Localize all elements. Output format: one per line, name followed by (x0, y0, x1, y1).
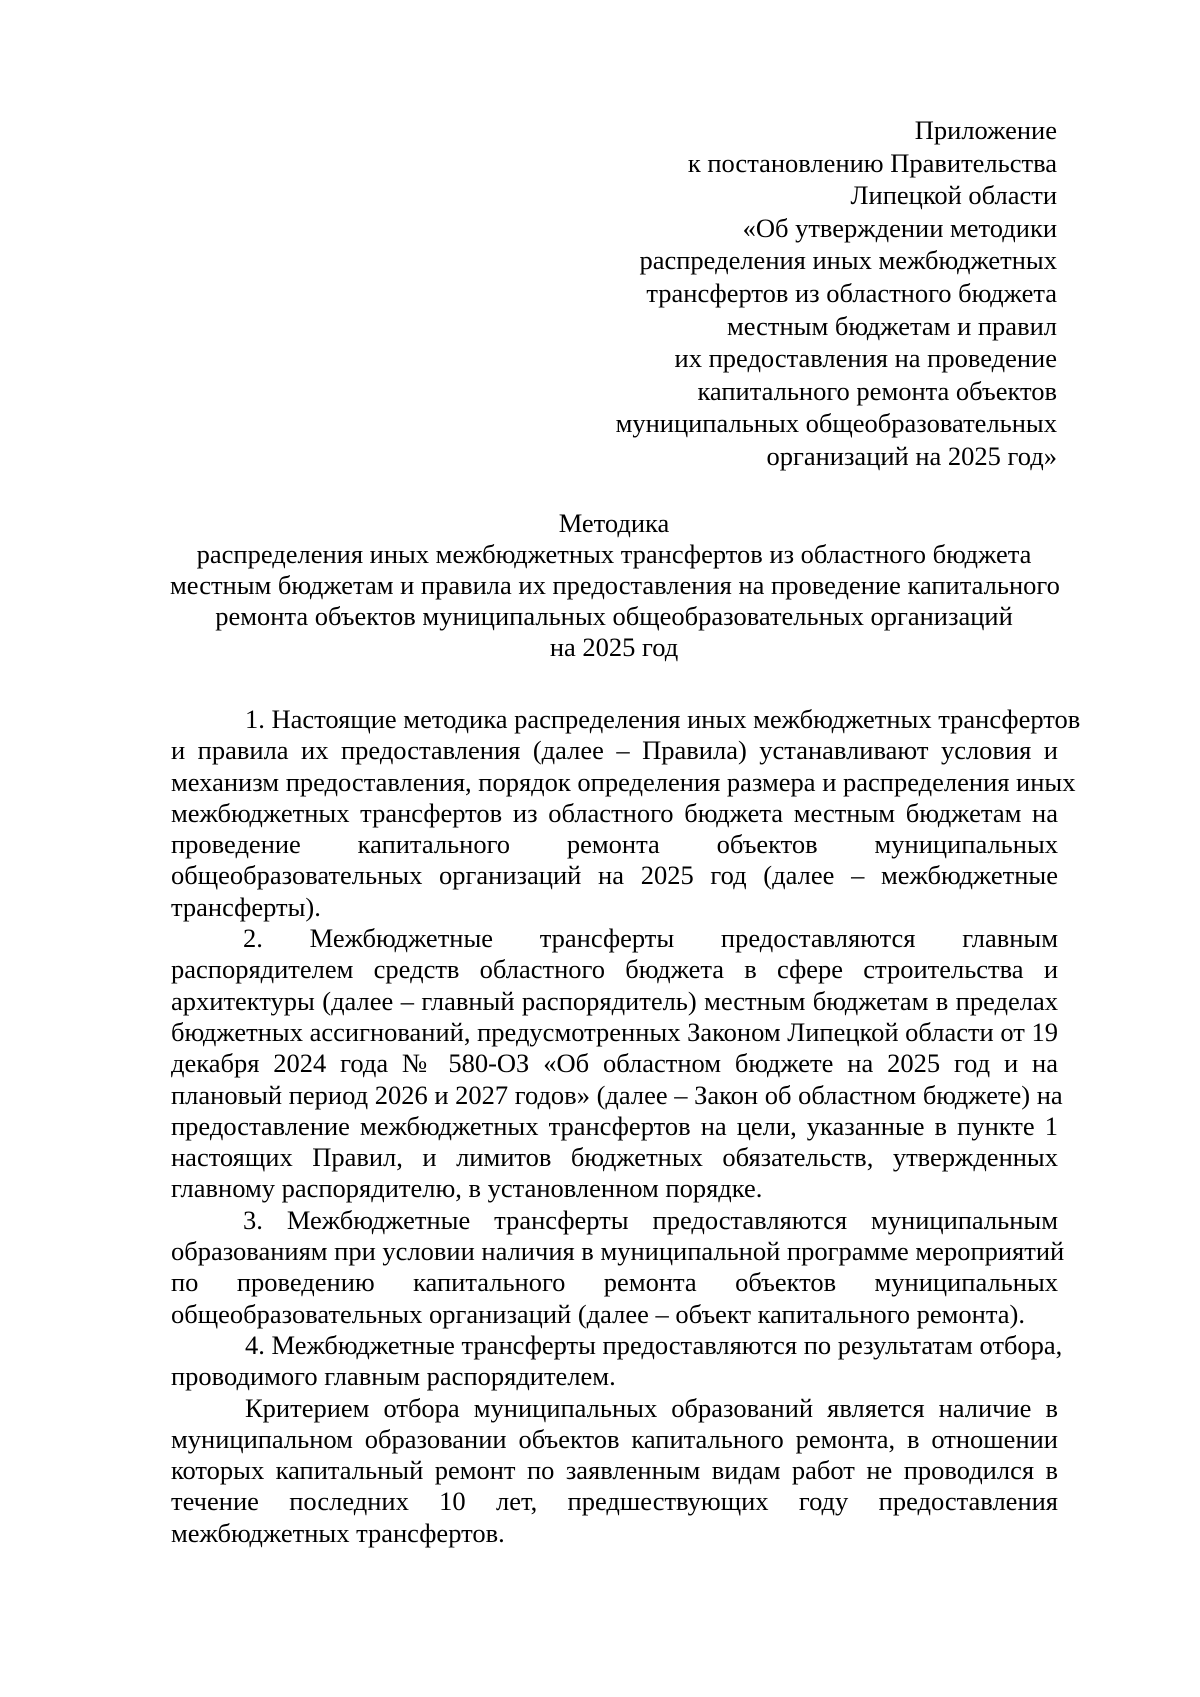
appendix-line: распределения иных межбюджетных (639, 245, 1057, 276)
appendix-line: местным бюджетам и правил (726, 310, 1057, 341)
text-line: плановый период 2026 и 2027 годов» (далее – Закон об областном бюджете) на (171, 1079, 1063, 1110)
appendix-line: Липецкой области (850, 180, 1057, 211)
appendix-line: муниципальных общеобразовательных (615, 408, 1057, 439)
title-heading: Методика (558, 508, 670, 538)
paragraph-2 (171, 923, 1063, 1205)
title-line: распределения иных межбюджетных трансфертов из областного бюджета (196, 539, 1032, 569)
text-line: общеобразовательных организаций (далее – объект капитального ремонта). (171, 1298, 1025, 1329)
text-line: межбюджетных трансфертов из областного бюджета местным бюджетам на (171, 797, 1058, 828)
paragraph-1 (171, 704, 1081, 923)
title-line: ремонта объектов муниципальных общеобразовательных организаций (215, 601, 1013, 631)
text-line: бюджетных ассигнований, предусмотренных Законом Липецкой области от 19 (171, 1016, 1058, 1047)
text-line: Критерием отбора муниципальных образований является наличие в (245, 1392, 1058, 1423)
text-line: распорядителем средств областного бюджета в сфере строительства и (171, 954, 1058, 985)
appendix-line: трансфертов из областного бюджета (646, 277, 1057, 308)
appendix-line: «Об утверждении методики (742, 212, 1057, 243)
text-line: настоящих Правил, и лимитов бюджетных обязательств, утвержденных (171, 1142, 1058, 1173)
text-line: течение последних 10 лет, предшествующих году предоставления (171, 1486, 1058, 1517)
title-line: местным бюджетам и правила их предоставления на проведение капитального (170, 570, 1060, 600)
text-line: архитектуры (далее – главный распорядитель) местным бюджетам в пределах (171, 985, 1058, 1016)
text-line: образованиям при условии наличия в муниципальной программе мероприятий (171, 1236, 1065, 1267)
text-line: межбюджетных трансфертов. (171, 1517, 505, 1548)
text-line: и правила их предоставления (далее – Правила) устанавливают условия и (171, 735, 1058, 766)
text-line: муниципальном образовании объектов капитального ремонта, в отношении (171, 1423, 1058, 1454)
text-line: 2. Межбюджетные трансферты предоставляются главным (243, 923, 1058, 954)
document-body (171, 704, 1081, 1549)
appendix-line: организаций на 2025 год» (766, 440, 1057, 471)
paragraph-4 (171, 1329, 1063, 1393)
appendix-header (497, 114, 1057, 473)
text-line: декабря 2024 года № 580-ОЗ «Об областном бюджете на 2025 год и на (171, 1048, 1058, 1079)
text-line: проводимого главным распорядителем. (171, 1361, 616, 1392)
text-line: главному распорядителю, в установленном порядке. (171, 1173, 763, 1204)
text-line: 1. Настоящие методика распределения иных межбюджетных трансфертов (245, 704, 1081, 734)
text-line: по проведению капитального ремонта объектов муниципальных (171, 1267, 1058, 1298)
text-line: трансферты). (171, 891, 321, 922)
paragraph-5 (171, 1393, 1058, 1549)
text-line: предоставление межбюджетных трансфертов на цели, указанные в пункте 1 (171, 1110, 1058, 1141)
appendix-line: Приложение (914, 115, 1057, 145)
text-line: которых капитальный ремонт по заявленным видам работ не проводился в (171, 1455, 1058, 1486)
text-line: 3. Межбюджетные трансферты предоставляются муниципальным (243, 1204, 1058, 1235)
appendix-line: их предоставления на проведение (674, 343, 1057, 374)
appendix-line: к постановлению Правительства (687, 147, 1057, 178)
document-title (170, 508, 1058, 663)
text-line: механизм предоставления, порядок определения размера и распределения иных (171, 766, 1076, 797)
title-line: на 2025 год (549, 632, 679, 662)
text-line: проведение капитального ремонта объектов муниципальных (171, 829, 1058, 860)
appendix-line: капитального ремонта объектов (697, 375, 1057, 406)
text-line: общеобразовательных организаций на 2025 год (далее – межбюджетные (171, 860, 1058, 891)
text-line: 4. Межбюджетные трансферты предоставляются по результатам отбора, (245, 1329, 1063, 1360)
paragraph-3 (171, 1204, 1065, 1330)
